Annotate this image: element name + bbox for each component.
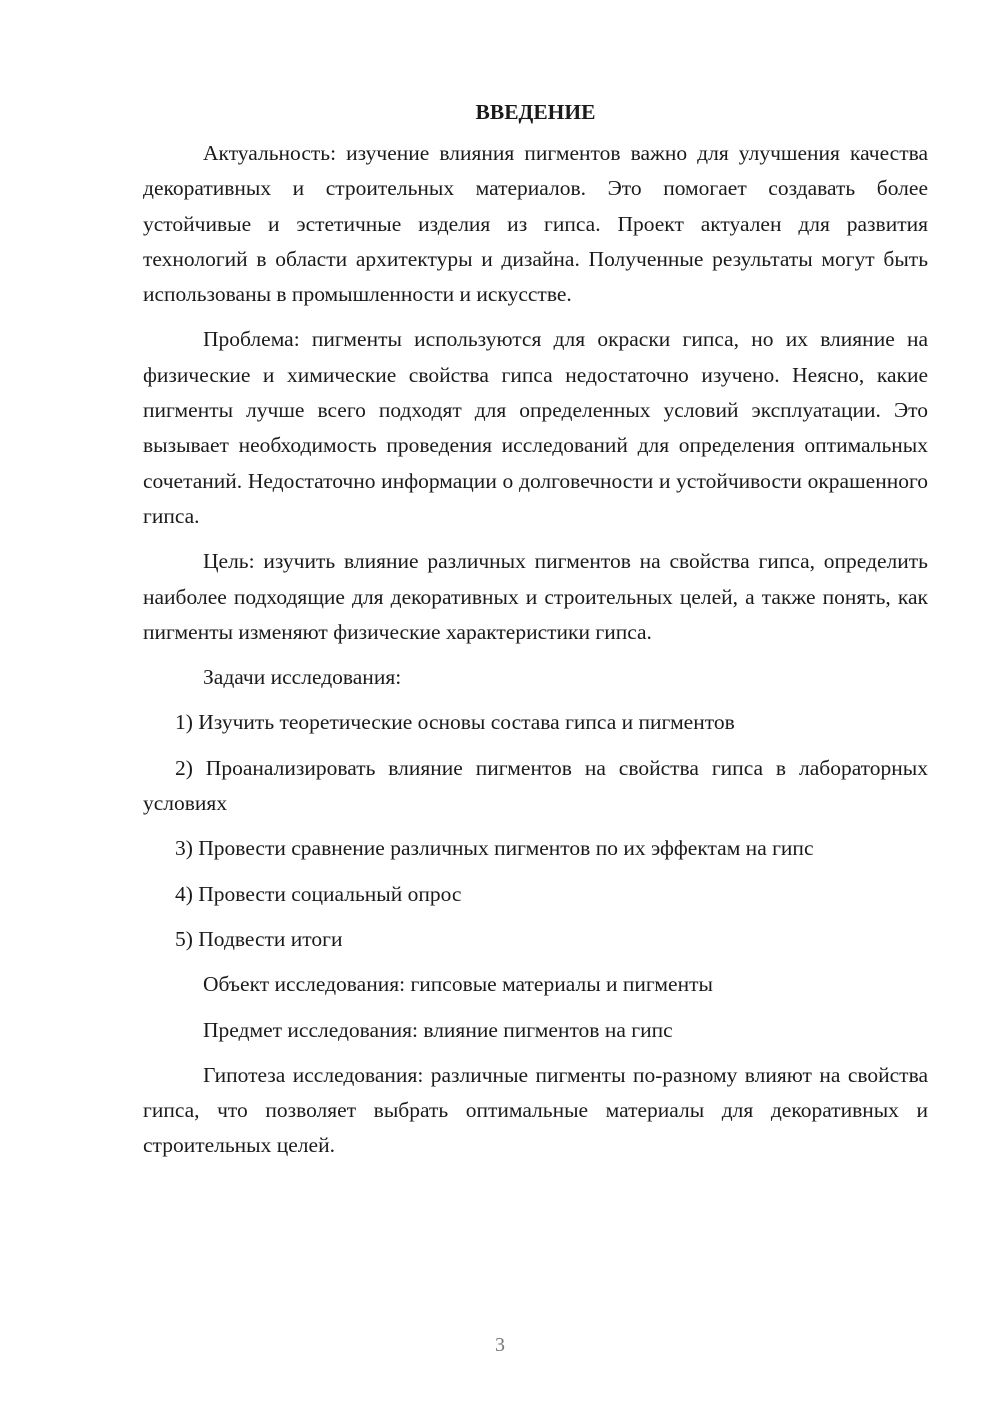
object-paragraph: Объект исследования: гипсовые материалы и пигменты — [203, 972, 713, 997]
task-item-1: 1) Изучить теоретические основы состава гипса и пигментов — [175, 710, 735, 735]
subject-paragraph: Предмет исследования: влияние пигментов на гипс — [203, 1017, 673, 1042]
relevance-paragraph: Актуальность: изучение влияния пигментов важно для улучшения качества декоративных и строительных материалов. Это помогает создавать более устойчивые и эстетичные изделия из гипса. Проект актуален для развития технологий в области архитектуры и дизайна. Полученные результаты могут быть использованы в промышленности и искусстве. — [143, 141, 928, 307]
task-item-5: 5) Подвести итоги — [175, 926, 343, 951]
hypothesis-paragraph: Гипотеза исследования: различные пигменты по-разному влияют на свойства гипса, что позволяет выбрать оптимальные материалы для декоративных и строительных целей. — [143, 1062, 928, 1158]
task-item-3: 3) Провести сравнение различных пигментов по их эффектам на гипс — [175, 836, 814, 861]
page-number: 3 — [495, 1334, 505, 1356]
tasks-list — [143, 705, 928, 957]
goal-paragraph: Цель: изучить влияние различных пигментов на свойства гипса, определить наиболее подходящие для декоративных и строительных целей, а также понять, как пигменты изменяют физические характеристики гипса. — [143, 549, 928, 644]
task-item-2: 2) Проанализировать влияние пигментов на свойства гипса в лабораторных условиях — [143, 755, 928, 816]
page-content — [143, 95, 928, 1174]
task-item-4: 4) Провести социальный опрос — [175, 881, 462, 906]
page-title: ВВЕДЕНИЕ — [475, 100, 596, 124]
problem-paragraph: Проблема: пигменты используются для окраски гипса, но их влияние на физические и химические свойства гипса недостаточно изучено. Неясно, какие пигменты лучше всего подходят для определенных условий эксплуатации. Это вызывает необходимость проведения исследований для определения оптимальных сочетаний. Недостаточно информации о долговечности и устойчивости окрашенного гипса. — [143, 327, 928, 528]
tasks-heading: Задачи исследования: — [203, 665, 402, 690]
